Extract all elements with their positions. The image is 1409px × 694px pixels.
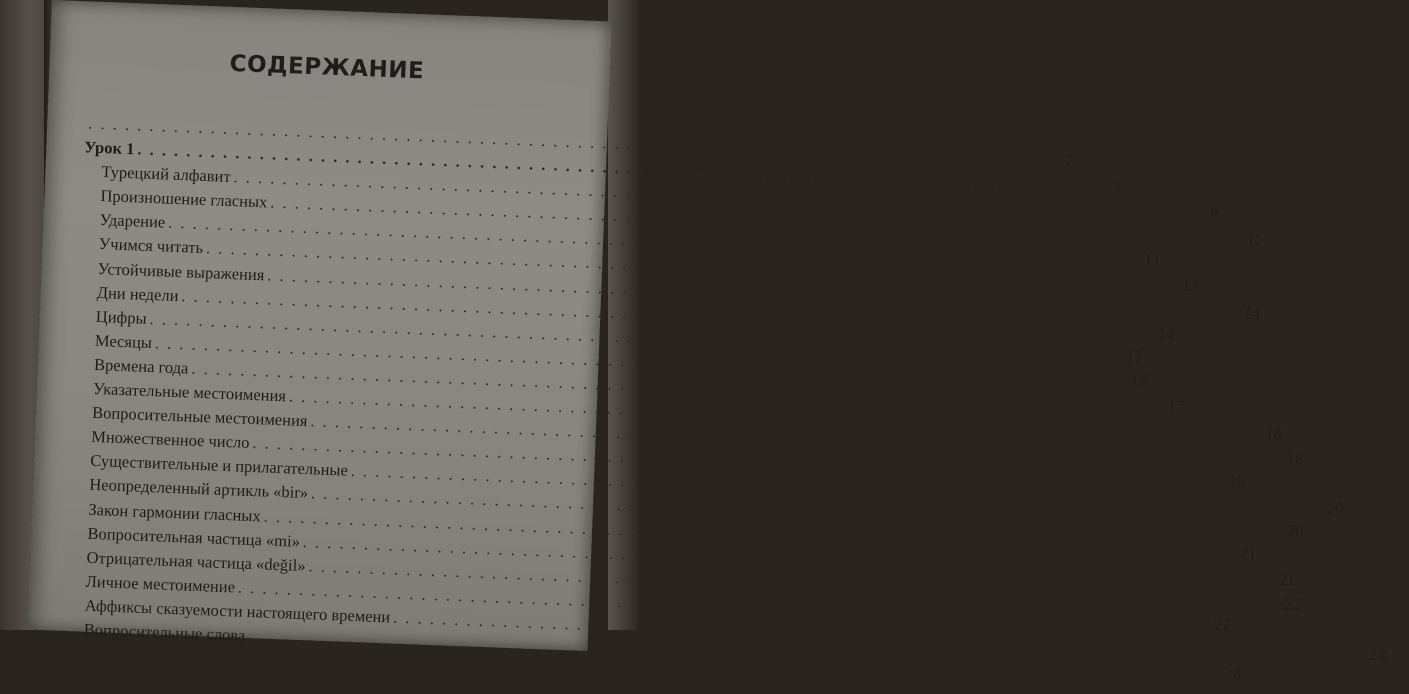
table-of-contents xyxy=(65,113,1387,684)
toc-entry-page-number: 18 xyxy=(1228,470,1246,491)
toc-entry-page-number: 18 xyxy=(1286,448,1304,469)
toc-entry-label: Урок 1 xyxy=(84,137,135,159)
toc-entry-label: Вопросительные местоимения xyxy=(91,402,308,431)
contents-page xyxy=(28,0,1387,684)
toc-entry-label: Турецкий алфавит xyxy=(101,162,231,187)
toc-entry-label: Устойчивые выражения xyxy=(97,258,265,284)
toc-entry-page-number: 7 xyxy=(1113,176,1123,197)
toc-entry-label: Учимся читать xyxy=(98,234,204,258)
toc-entry-label: Закон гармонии гласных xyxy=(88,499,262,525)
toc-entry-page-number: 22 xyxy=(1284,593,1302,614)
contents-heading: СОДЕРЖАНИЕ xyxy=(229,50,425,85)
toc-entry-label: Цифры xyxy=(95,306,148,328)
toc-entry-label: Ударение xyxy=(99,210,166,232)
toc-entry-label: Аффиксы сказуемости настоящего времени xyxy=(84,595,391,627)
toc-entry-page-number: 17 xyxy=(1125,346,1143,366)
toc-entry-label: Множественное число xyxy=(90,427,250,453)
toc-entry-page-number: 8 xyxy=(1209,204,1219,225)
toc-entry-page-number: 14 xyxy=(1243,302,1261,323)
toc-entry-page-number: 21 xyxy=(1239,543,1257,564)
toc-entry-label: Отрицательная частица «değil» xyxy=(86,547,306,575)
toc-entry-page-number: 20 xyxy=(1286,521,1305,541)
toc-entry-page-number: 17 xyxy=(1130,370,1148,391)
toc-entry-page-number: 20 xyxy=(1326,498,1344,519)
toc-entry-label: Вопросительная частица «mi» xyxy=(87,523,301,551)
toc-entry-page-number: 11 xyxy=(1246,230,1263,250)
toc-entry-label: Произношение гласных xyxy=(100,186,268,212)
toc-entry-page-number: 21 xyxy=(1278,569,1296,589)
toc-entry-page-number: 11 xyxy=(1143,250,1161,271)
toc-entry-label: Личное местоимение xyxy=(85,571,236,597)
toc-entry-label: Неопределенный артикль «bir» xyxy=(89,475,309,503)
toc-entry-page-number: 14 xyxy=(1157,323,1175,343)
toc-entry-page-number: 17 xyxy=(1167,396,1185,416)
toc-entry-label: Месяцы xyxy=(94,330,153,352)
toc-entry-label: Дни недели xyxy=(96,282,179,305)
toc-entry-page-number: 18 xyxy=(1264,423,1282,444)
toc-entry-page-number: 7 xyxy=(1064,150,1074,171)
toc-entry-page-number: 22 xyxy=(1213,614,1231,635)
toc-entry-page-number: 28 xyxy=(1224,663,1242,684)
toc-entry-page-number: 13 xyxy=(1181,276,1200,296)
toc-entry-page-number: 23 xyxy=(1368,644,1387,665)
toc-entry-label: Вопросительные слова xyxy=(83,619,246,645)
toc-entry-label: Указательные местоимения xyxy=(92,378,287,406)
toc-entry-label: Существительные и прилагательные xyxy=(89,451,349,481)
toc-entry-label: Времена года xyxy=(93,354,189,378)
